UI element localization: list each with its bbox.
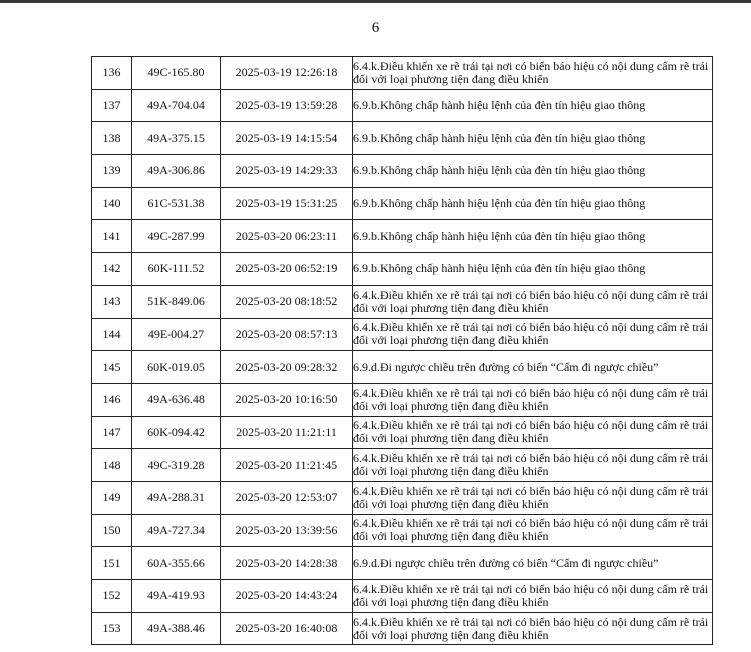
license-plate-cell: 60K-019.05: [132, 351, 221, 384]
table-row: [92, 318, 713, 351]
page-top-border: [0, 0, 751, 3]
table-row: [92, 514, 713, 547]
table-row: [92, 351, 713, 384]
violation-cell: 6.9.b.Không chấp hành hiệu lệnh của đèn tín hiệu giao thông: [353, 155, 713, 188]
violation-cell: 6.4.k.Điều khiển xe rẽ trái tại nơi có biển báo hiệu có nội dung cấm rẽ trái đối với loại phương tiện đang điều khiển: [353, 57, 713, 90]
table-row: [92, 383, 713, 416]
table-row: [92, 285, 713, 318]
license-plate-cell: 49E-004.27: [132, 318, 221, 351]
row-index-cell: 149: [92, 481, 132, 514]
table-row: [92, 612, 713, 645]
timestamp-cell: 2025-03-19 14:15:54: [221, 122, 353, 155]
page-number: 6: [371, 20, 380, 36]
violation-cell: 6.9.b.Không chấp hành hiệu lệnh của đèn tín hiệu giao thông: [353, 220, 713, 253]
violation-cell: 6.4.k.Điều khiển xe rẽ trái tại nơi có biển báo hiệu có nội dung cấm rẽ trái đối với loại phương tiện đang điều khiển: [353, 383, 713, 416]
row-index-cell: 145: [92, 351, 132, 384]
timestamp-cell: 2025-03-20 12:53:07: [221, 481, 353, 514]
violation-cell: 6.4.k.Điều khiển xe rẽ trái tại nơi có biển báo hiệu có nội dung cấm rẽ trái đối với loại phương tiện đang điều khiển: [353, 481, 713, 514]
row-index-cell: 151: [92, 547, 132, 580]
row-index-cell: 136: [92, 57, 132, 90]
license-plate-cell: 49A-306.86: [132, 155, 221, 188]
violation-cell: 6.9.b.Không chấp hành hiệu lệnh của đèn tín hiệu giao thông: [353, 187, 713, 220]
license-plate-cell: 49A-388.46: [132, 612, 221, 645]
timestamp-cell: 2025-03-20 09:28:32: [221, 351, 353, 384]
row-index-cell: 141: [92, 220, 132, 253]
timestamp-cell: 2025-03-20 08:57:13: [221, 318, 353, 351]
license-plate-cell: 49A-375.15: [132, 122, 221, 155]
table-row: [92, 57, 713, 90]
timestamp-cell: 2025-03-20 14:28:38: [221, 547, 353, 580]
violation-cell: 6.4.k.Điều khiển xe rẽ trái tại nơi có biển báo hiệu có nội dung cấm rẽ trái đối với loại phương tiện đang điều khiển: [353, 285, 713, 318]
table-row: [92, 580, 713, 613]
violation-cell: 6.4.k.Điều khiển xe rẽ trái tại nơi có biển báo hiệu có nội dung cấm rẽ trái đối với loại phương tiện đang điều khiển: [353, 580, 713, 613]
license-plate-cell: 49A-288.31: [132, 481, 221, 514]
row-index-cell: 146: [92, 383, 132, 416]
row-index-cell: 153: [92, 612, 132, 645]
violation-cell: 6.4.k.Điều khiển xe rẽ trái tại nơi có biển báo hiệu có nội dung cấm rẽ trái đối với loại phương tiện đang điều khiển: [353, 449, 713, 482]
table-row: [92, 253, 713, 286]
timestamp-cell: 2025-03-19 13:59:28: [221, 89, 353, 122]
row-index-cell: 138: [92, 122, 132, 155]
timestamp-cell: 2025-03-19 15:31:25: [221, 187, 353, 220]
violation-cell: 6.4.k.Điều khiển xe rẽ trái tại nơi có biển báo hiệu có nội dung cấm rẽ trái đối với loại phương tiện đang điều khiển: [353, 612, 713, 645]
row-index-cell: 152: [92, 580, 132, 613]
violation-cell: 6.9.d.Đi ngược chiều trên đường có biển “Cấm đi ngược chiều”: [353, 547, 713, 580]
license-plate-cell: 49C-287.99: [132, 220, 221, 253]
license-plate-cell: 60K-094.42: [132, 416, 221, 449]
timestamp-cell: 2025-03-20 11:21:45: [221, 449, 353, 482]
license-plate-cell: 49C-165.80: [132, 57, 221, 90]
violation-cell: 6.9.b.Không chấp hành hiệu lệnh của đèn tín hiệu giao thông: [353, 253, 713, 286]
license-plate-cell: 49A-419.93: [132, 580, 221, 613]
license-plate-cell: 49A-636.48: [132, 383, 221, 416]
row-index-cell: 148: [92, 449, 132, 482]
license-plate-cell: 49C-319.28: [132, 449, 221, 482]
violation-cell: 6.9.b.Không chấp hành hiệu lệnh của đèn tín hiệu giao thông: [353, 122, 713, 155]
violations-table: [91, 56, 713, 645]
timestamp-cell: 2025-03-20 13:39:56: [221, 514, 353, 547]
table-row: [92, 481, 713, 514]
table-row: [92, 187, 713, 220]
row-index-cell: 140: [92, 187, 132, 220]
license-plate-cell: 49A-727.34: [132, 514, 221, 547]
violation-cell: 6.4.k.Điều khiển xe rẽ trái tại nơi có biển báo hiệu có nội dung cấm rẽ trái đối với loại phương tiện đang điều khiển: [353, 514, 713, 547]
timestamp-cell: 2025-03-20 06:52:19: [221, 253, 353, 286]
license-plate-cell: 49A-704.04: [132, 89, 221, 122]
row-index-cell: 150: [92, 514, 132, 547]
license-plate-cell: 60K-111.52: [132, 253, 221, 286]
row-index-cell: 142: [92, 253, 132, 286]
license-plate-cell: 51K-849.06: [132, 285, 221, 318]
timestamp-cell: 2025-03-19 14:29:33: [221, 155, 353, 188]
license-plate-cell: 61C-531.38: [132, 187, 221, 220]
timestamp-cell: 2025-03-20 10:16:50: [221, 383, 353, 416]
violation-cell: 6.9.d.Đi ngược chiều trên đường có biển “Cấm đi ngược chiều”: [353, 351, 713, 384]
timestamp-cell: 2025-03-19 12:26:18: [221, 57, 353, 90]
violations-table-body: [92, 57, 713, 645]
row-index-cell: 143: [92, 285, 132, 318]
table-row: [92, 155, 713, 188]
row-index-cell: 147: [92, 416, 132, 449]
timestamp-cell: 2025-03-20 11:21:11: [221, 416, 353, 449]
table-row: [92, 122, 713, 155]
row-index-cell: 144: [92, 318, 132, 351]
table-row: [92, 547, 713, 580]
timestamp-cell: 2025-03-20 06:23:11: [221, 220, 353, 253]
license-plate-cell: 60A-355.66: [132, 547, 221, 580]
timestamp-cell: 2025-03-20 08:18:52: [221, 285, 353, 318]
table-row: [92, 416, 713, 449]
violation-cell: 6.4.k.Điều khiển xe rẽ trái tại nơi có biển báo hiệu có nội dung cấm rẽ trái đối với loại phương tiện đang điều khiển: [353, 416, 713, 449]
timestamp-cell: 2025-03-20 14:43:24: [221, 580, 353, 613]
row-index-cell: 137: [92, 89, 132, 122]
timestamp-cell: 2025-03-20 16:40:08: [221, 612, 353, 645]
violation-cell: 6.9.b.Không chấp hành hiệu lệnh của đèn tín hiệu giao thông: [353, 89, 713, 122]
table-row: [92, 449, 713, 482]
table-row: [92, 220, 713, 253]
table-row: [92, 89, 713, 122]
row-index-cell: 139: [92, 155, 132, 188]
violation-cell: 6.4.k.Điều khiển xe rẽ trái tại nơi có biển báo hiệu có nội dung cấm rẽ trái đối với loại phương tiện đang điều khiển: [353, 318, 713, 351]
